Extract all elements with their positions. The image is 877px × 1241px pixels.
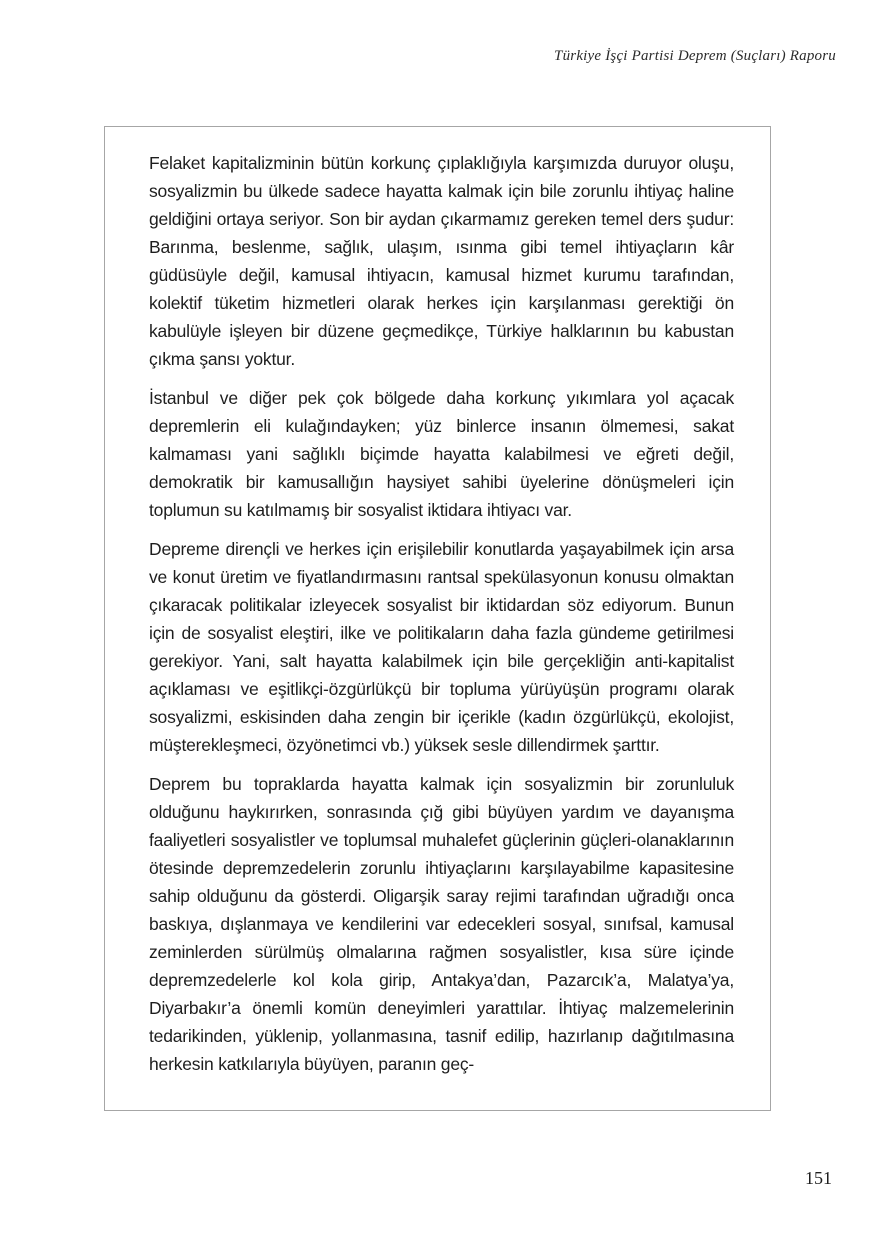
paragraph: Deprem bu topraklarda hayatta kalmak için sosyalizmin bir zorunluluk olduğunu haykırırken, sonrasında çığ gibi büyüyen yardım ve dayanışma faaliyetleri sosyalistler ve toplumsal muhalefet güçlerinin güçleri-olanaklarının ötesinde depremzedelerin zorunlu ihtiyaçlarını karşılayabilme kapasitesine sahip olduğunu da gösterdi. Oligarşik saray rejimi tarafından uğradığı onca baskıya, dışlanmaya ve kendilerini var edecekleri sosyal, sınıfsal, kamusal zeminlerden sürülmüş olmalarına rağmen sosyalistler, kısa süre içinde depremzedelerle kol kola girip, Antakya’dan, Pazarcık’a, Malatya’ya, Diyarbakır’a önemli komün deneyimleri yarattılar. İhtiyaç malzemelerinin tedarikinden, yüklenip, yollanmasına, tasnif edilip, hazırlanıp dağıtılmasına herkesin katkılarıyla büyüyen, paranın geç- bbox=[149, 774, 734, 1074]
paragraph: Felaket kapitalizminin bütün korkunç çıplaklığıyla karşımızda duruyor oluşu, sosyalizmin bu ülkede sadece hayatta kalmak için bile zorunlu ihtiyaç haline geldiğini ortaya seriyor. Son bir aydan çıkarmamız gereken temel ders şudur: Barınma, beslenme, sağlık, ulaşım, ısınma gibi temel ihtiyaçların kâr güdüsüyle değil, kamusal ihtiyacın, kamusal hizmet kurumu tarafından, kolektif tüketim hizmetleri olarak herkes için karşılanması gerektiği ön kabulüyle işleyen bir düzene geçmedikçe, Türkiye halklarının bu kabustan çıkma şansı yoktur. bbox=[149, 153, 734, 369]
text-content-box bbox=[104, 126, 771, 1111]
paragraph: İstanbul ve diğer pek çok bölgede daha korkunç yıkımlara yol açacak depremlerin eli kulağındayken; yüz binlerce insanın ölmemesi, sakat kalmaması yani sağlıklı biçimde hayatta kalabilmesi ve eğreti değil, demokratik bir kamusallığın haysiyet sahibi üyelerine dönüşmeleri için toplumun su katılmamış bir sosyalist iktidara ihtiyacı var. bbox=[149, 388, 734, 520]
paragraph: Depreme dirençli ve herkes için erişilebilir konutlarda yaşayabilmek için arsa ve konut üretim ve fiyatlandırmasını rantsal spekülasyonun konusu olmaktan çıkaracak politikalar izleyecek sosyalist bir iktidardan söz ediyorum. Bunun için de sosyalist eleştiri, ilke ve politikaların daha fazla gündeme getirilmesi gerekiyor. Yani, salt hayatta kalabilmek için bile gerçekliğin anti-kapitalist açıklaması ve eşitlikçi-özgürlükçü bir topluma yürüyüşün programı olarak sosyalizmi, eskisinden daha zengin bir içerikle (kadın özgürlükçü, ekolojist, müşterekleşmeci, özyönetimci vb.) yüksek sesle dillendirmek şarttır. bbox=[149, 539, 734, 755]
page-number: 151 bbox=[805, 1168, 832, 1188]
running-header: Türkiye İşçi Partisi Deprem (Suçları) Raporu bbox=[554, 48, 836, 64]
